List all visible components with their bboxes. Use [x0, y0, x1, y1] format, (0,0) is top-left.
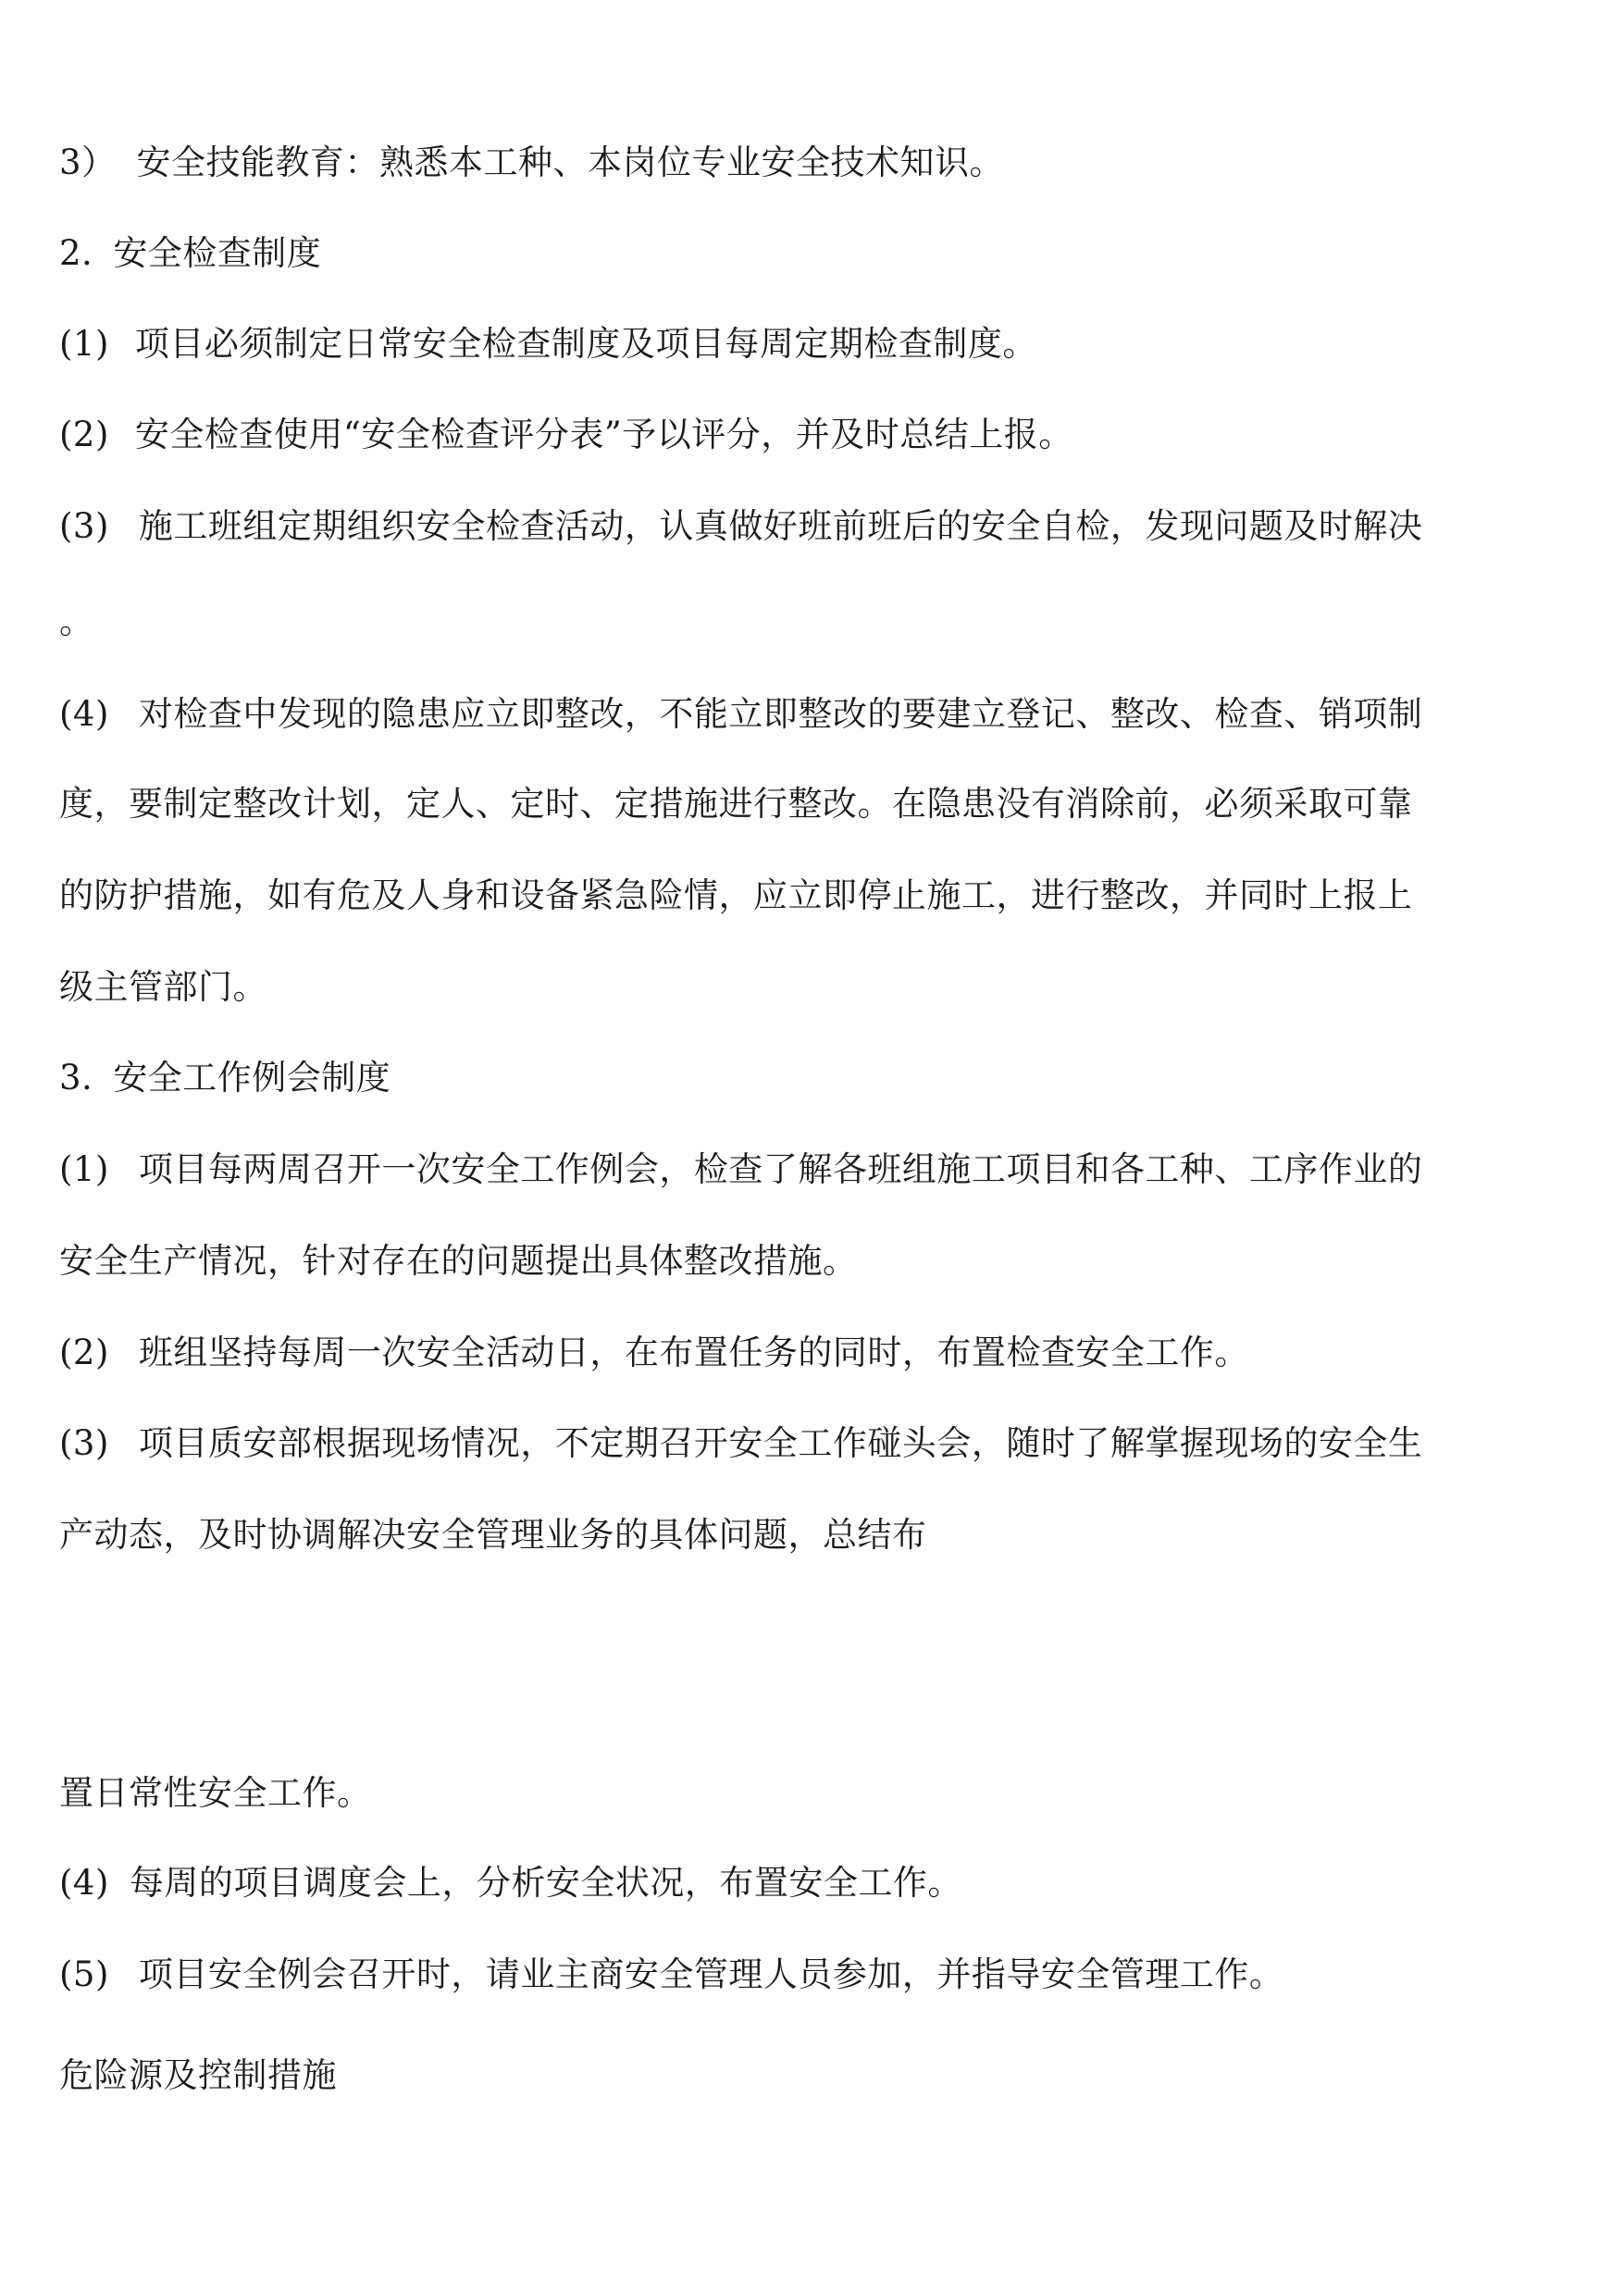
paragraph-line — [59, 1421, 1577, 1466]
paragraph-line — [59, 141, 1577, 185]
list-number: (4) — [59, 694, 109, 734]
section-number: 3. — [59, 1058, 93, 1098]
paragraph-line — [59, 600, 1577, 644]
line-text: 的防护措施，如有危及人身和设备紧急险情，应立即停止施工，进行整改，并同时上报上 — [59, 875, 1413, 915]
line-text: 置日常性安全工作。 — [59, 1773, 372, 1813]
heading-text: 安全工作例会制度 — [113, 1058, 391, 1098]
paragraph-line — [59, 322, 1577, 366]
paragraph-line — [59, 1953, 1577, 1997]
line-text: 项目每两周召开一次安全工作例会，检查了解各班组施工项目和各工种、工序作业的 — [138, 1149, 1423, 1189]
list-number: (1) — [59, 1149, 109, 1189]
heading-text: 安全检查制度 — [113, 233, 322, 273]
list-number: 3） — [59, 143, 117, 182]
paragraph-line — [59, 1771, 1577, 1816]
paragraph-line — [59, 874, 1577, 918]
paragraph-line — [59, 1148, 1577, 1192]
line-text: 安全检查使用“安全检查评分表”予以评分，并及时总结上报。 — [134, 415, 1073, 454]
line-text: 。 — [59, 602, 94, 641]
line-text: 级主管部门。 — [59, 967, 267, 1007]
section-number: 2. — [59, 233, 93, 273]
line-text: 安全生产情况，针对存在的问题提出具体整改措施。 — [59, 1241, 858, 1281]
list-number: (4) — [59, 1863, 109, 1903]
list-number: (3) — [59, 506, 109, 546]
list-number: (5) — [59, 1954, 109, 1994]
list-number: (2) — [59, 415, 109, 454]
paragraph-line — [59, 1513, 1577, 1557]
paragraph-line — [59, 504, 1577, 549]
line-text: 施工班组定期组织安全检查活动，认真做好班前班后的安全自检，发现问题及时解决 — [138, 506, 1423, 546]
section-heading — [59, 2053, 1577, 2098]
line-text: 班组坚持每周一次安全活动日，在布置任务的同时，布置检查安全工作。 — [138, 1333, 1249, 1372]
line-text: 度，要制定整改计划，定人、定时、定措施进行整改。在隐患没有消除前，必须采取可靠 — [59, 784, 1413, 824]
paragraph-line — [59, 782, 1577, 826]
line-text: 项目质安部根据现场情况，不定期召开安全工作碰头会，随时了解掌握现场的安全生 — [138, 1423, 1423, 1463]
section-heading — [59, 231, 1577, 276]
paragraph-line — [59, 1331, 1577, 1375]
paragraph-line — [59, 1861, 1577, 1905]
list-number: (2) — [59, 1333, 109, 1372]
paragraph-line — [59, 413, 1577, 457]
line-text: 每周的项目调度会上，分析安全状况，布置安全工作。 — [129, 1863, 962, 1903]
list-number: (1) — [59, 324, 109, 364]
list-number: (3) — [59, 1423, 109, 1463]
paragraph-line — [59, 965, 1577, 1010]
line-text: 产动态，及时协调解决安全管理业务的具体问题，总结布 — [59, 1515, 927, 1555]
line-text: 项目安全例会召开时，请业主商安全管理人员参加，并指导安全管理工作。 — [138, 1954, 1284, 1994]
line-text: 项目必须制定日常安全检查制度及项目每周定期检查制度。 — [134, 324, 1037, 364]
paragraph-line — [59, 692, 1577, 737]
line-text: 对检查中发现的隐患应立即整改，不能立即整改的要建立登记、整改、检查、销项制 — [138, 694, 1423, 734]
section-heading — [59, 1056, 1577, 1100]
heading-text: 危险源及控制措施 — [59, 2055, 337, 2095]
paragraph-line — [59, 1239, 1577, 1284]
line-text: 安全技能教育：熟悉本工种、本岗位专业安全技术知识。 — [136, 143, 1005, 182]
